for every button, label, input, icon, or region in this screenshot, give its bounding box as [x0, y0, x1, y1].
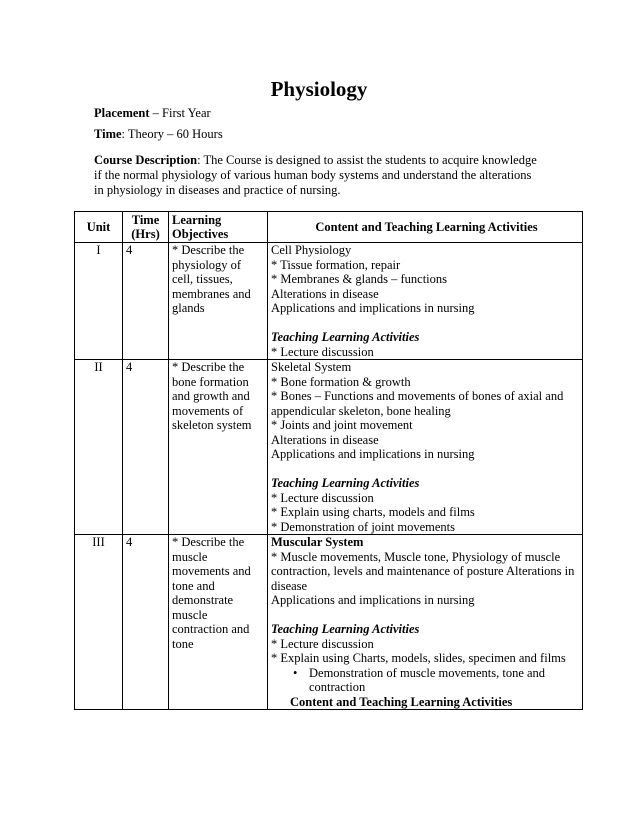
time-label: Time	[94, 127, 122, 141]
bullet-icon: •	[293, 665, 298, 680]
time-cell: 4	[123, 535, 169, 710]
description-line-1: : The Course is designed to assist the students to acquire knowledge	[197, 153, 537, 167]
course-description	[94, 153, 554, 198]
header-time: Time (Hrs)	[123, 212, 169, 243]
time-cell: 4	[123, 360, 169, 535]
time-cell: 4	[123, 243, 169, 360]
unit-cell: II	[75, 360, 123, 535]
content-cell: Muscular System * Muscle movements, Muscle tone, Physiology of muscle contraction, levels and maintenance of posture Alterations in disease Applications and implications in nursing Teaching Learning Activities * Lecture discussion * Explain using Charts, models, slides, specimen and films • Demonstration of muscle movements, tone and contraction Content and Teaching Learning Activities	[268, 535, 583, 710]
table-row	[75, 243, 583, 360]
placement-line	[94, 106, 211, 121]
placement-label: Placement	[94, 106, 150, 120]
objectives-cell: * Describe the physiology of cell, tissues, membranes and glands	[169, 243, 268, 360]
unit-cell: I	[75, 243, 123, 360]
table-row	[75, 535, 583, 710]
time-value: : Theory – 60 Hours	[121, 127, 223, 141]
description-line-2: if the normal physiology of various human body systems and understand the alterations	[94, 168, 532, 182]
objectives-cell: * Describe the muscle movements and tone and demonstrate muscle contraction and tone	[169, 535, 268, 710]
tla-heading: Teaching Learning Activities	[271, 330, 420, 344]
tla-heading: Teaching Learning Activities	[271, 622, 420, 636]
content-heading: Muscular System	[271, 535, 364, 549]
syllabus-table	[74, 211, 583, 710]
tla-heading: Teaching Learning Activities	[271, 476, 420, 490]
content-cell: Skeletal System * Bone formation & growth * Bones – Functions and movements of bones of axial and appendicular skeleton, bone healing * Joints and joint movement Alterations in disease Applications and implications in nursing Teaching Learning Activities * Lecture discussion * Explain using charts, models and films * Demonstration of joint movements	[268, 360, 583, 535]
objectives-cell: * Describe the bone formation and growth and movements of skeleton system	[169, 360, 268, 535]
header-objectives: Learning Objectives	[169, 212, 268, 243]
table-header-row	[75, 212, 583, 243]
description-line-3: in physiology in diseases and practice of nursing.	[94, 183, 341, 197]
page-title: Physiology	[270, 77, 368, 101]
placement-value: – First Year	[149, 106, 211, 120]
content-cell: Cell Physiology * Tissue formation, repair * Membranes & glands – functions Alterations in disease Applications and implications in nursing Teaching Learning Activities * Lecture discussion	[268, 243, 583, 360]
content-footer: Content and Teaching Learning Activities	[290, 694, 513, 709]
description-label: Course Description	[94, 153, 198, 167]
header-unit: Unit	[75, 212, 123, 243]
time-line	[94, 127, 223, 142]
table-row	[75, 360, 583, 535]
bullet-item: • Demonstration of muscle movements, tone and contraction	[293, 665, 546, 694]
unit-cell: III	[75, 535, 123, 710]
header-content: Content and Teaching Learning Activities	[268, 212, 583, 243]
